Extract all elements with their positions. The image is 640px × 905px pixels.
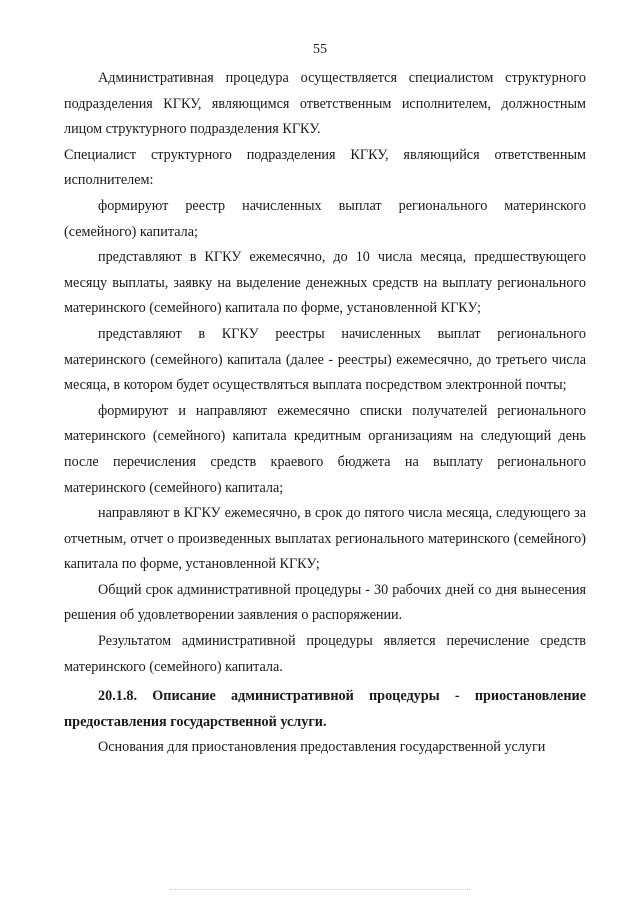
paragraph-8: Общий срок административной процедуры - 30 рабочих дней со дня вынесения решения об удовлетворении заявления о распоряжении.	[64, 581, 586, 624]
paragraph-9: Результатом административной процедуры является перечисление средств материнского (семейного) капитала.	[64, 633, 586, 675]
paragraph-3: формируют реестр начисленных выплат регионального материнского (семейного) капитала;	[64, 197, 586, 240]
paragraph-11: Основания для приостановления предоставления государственной услуги	[98, 739, 546, 756]
scan-artifact-line	[170, 889, 470, 891]
paragraph-1: Административная процедура осуществляется специалистом структурного подразделения КГКУ, являющимся ответственным исполнителем, должностным лицом структурного подразделения КГКУ.	[64, 70, 586, 138]
paragraph-2: Специалист структурного подразделения КГКУ, являющийся ответственным исполнителем:	[64, 146, 586, 189]
paragraph-6: формируют и направляют ежемесячно списки получателей регионального материнского (семейного) капитала кредитным организациям на следующий день после перечисления средств краевого бюджета на выплату регионального материнского (семейного) капитала;	[64, 402, 586, 496]
section-heading: 20.1.8. Описание административной процедуры - приостановление предоставления государственной услуги.	[64, 688, 586, 730]
paragraph-4: представляют в КГКУ ежемесячно, до 10 числа месяца, предшествующего месяцу выплаты, заявку на выделение денежных средств на выплату регионального материнского (семейного) капитала по форме, установленной КГКУ;	[64, 249, 586, 317]
paragraph-7: направляют в КГКУ ежемесячно, в срок до пятого числа месяца, следующего за отчетным, отчет о произведенных выплатах регионального материнского (семейного) капитала по форме, установленной КГКУ;	[64, 505, 586, 573]
document-body	[64, 66, 586, 761]
page-number: 55	[313, 42, 327, 57]
paragraph-5: представляют в КГКУ реестры начисленных выплат регионального материнского (семейного) капитала (далее - реестры) ежемесячно, до третьего числа месяца, в котором будет осуществляться выплата посредством электронной почты;	[64, 325, 586, 394]
